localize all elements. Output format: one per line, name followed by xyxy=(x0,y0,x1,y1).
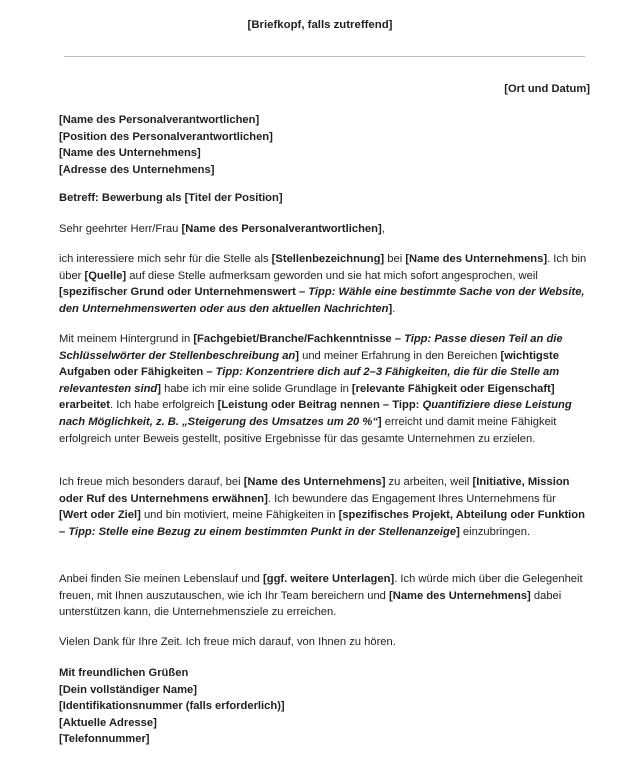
recipient-address xyxy=(59,112,587,178)
recipient-name: [Name des Personalverantwortlichen] xyxy=(59,114,260,126)
paragraph-thanks: Vielen Dank für Ihre Zeit. Ich freue mich darauf, von Ihnen zu hören. xyxy=(59,636,396,648)
signature-phone: [Telefonnummer] xyxy=(59,733,150,746)
signature-address: [Aktuelle Adresse] xyxy=(59,716,157,729)
paragraph-experience: Mit meinem Hintergrund in [Fachgebiet/Branche/Fachkenntnisse – Tipp: Passe diesen Teil an die Schlüsselwörter der Stellenbeschreibung an] und meiner Erfahrung in den Bereichen [wichtigste Aufgaben oder Fähigkeiten – Tipp: Konzentriere dich auf 2–3 Fähigkeiten, die für die Stelle am relevantesten sind] habe ich mir eine solide Grundlage in [relevante Fähigkeit oder Eigenschaft] erarbeitet. Ich habe erfolgreich [Leistung oder Beitrag nennen – Tipp: Quantifiziere diese Leistung nach Möglichkeit, z. B. „Steigerung des Umsatzes um 20 %“] erreicht und damit meine Fähigkeit erfolgreich unter Beweis gestellt, positive Ergebnisse für das gesamte Unternehmen zu erzielen. xyxy=(59,333,572,445)
paragraph-attachments: Anbei finden Sie meinen Lebenslauf und [ggf. weitere Unterlagen]. Ich würde mich über die Gelegenheit freuen, mit Ihnen auszutauschen, wie ich Ihr Team bereichern und [Name des Unternehmens] dabei unterstützen kann, die Unternehmensziele zu erreichen. xyxy=(59,573,583,619)
recipient-company: [Name des Unternehmens] xyxy=(59,147,201,160)
salutation: Sehr geehrter Herr/Frau [Name des Personalverantwortlichen], xyxy=(59,223,385,235)
recipient-position: [Position des Personalverantwortlichen] xyxy=(59,130,273,143)
paragraph-motivation: Ich freue mich besonders darauf, bei [Name des Unternehmens] zu arbeiten, weil [Initiative, Mission oder Ruf des Unternehmens erwähnen]. Ich bewundere das Engagement Ihres Unternehmens für [Wert oder Ziel] und bin motiviert, meine Fähigkeiten in [spezifisches Projekt, Abteilung oder Funktion – Tipp: Stelle eine Bezug zu einem bestimmten Punkt in der Stellenanzeige] einzubringen. xyxy=(59,476,585,538)
paragraph-intro: ich interessiere mich sehr für die Stelle als [Stellenbezeichnung] bei [Name des Unternehmens]. Ich bin über [Quelle] auf diese Stelle aufmerksam geworden und sie hat mich sofort angesprochen, weil [spezifischer Grund oder Unternehmenswert – Tipp: Wähle eine bestimmte Sache von der Website, den Unternehmenswerten oder aus den aktuellen Nachrichten]. xyxy=(59,253,587,315)
signature-id-number: [Identifikationsnummer (falls erforderlich)] xyxy=(59,700,285,713)
signature-full-name: [Dein vollständiger Name] xyxy=(59,683,198,696)
signature-block xyxy=(59,665,587,748)
recipient-address-line: [Adresse des Unternehmens] xyxy=(59,163,215,176)
subject-line: Betreff: Bewerbung als [Titel der Position] xyxy=(59,192,283,204)
header-divider xyxy=(64,56,585,57)
closing-greeting: Mit freundlichen Grüßen xyxy=(59,667,189,679)
letterhead: [Briefkopf, falls zutreffend] xyxy=(247,19,393,31)
place-and-date: [Ort und Datum] xyxy=(504,83,590,95)
